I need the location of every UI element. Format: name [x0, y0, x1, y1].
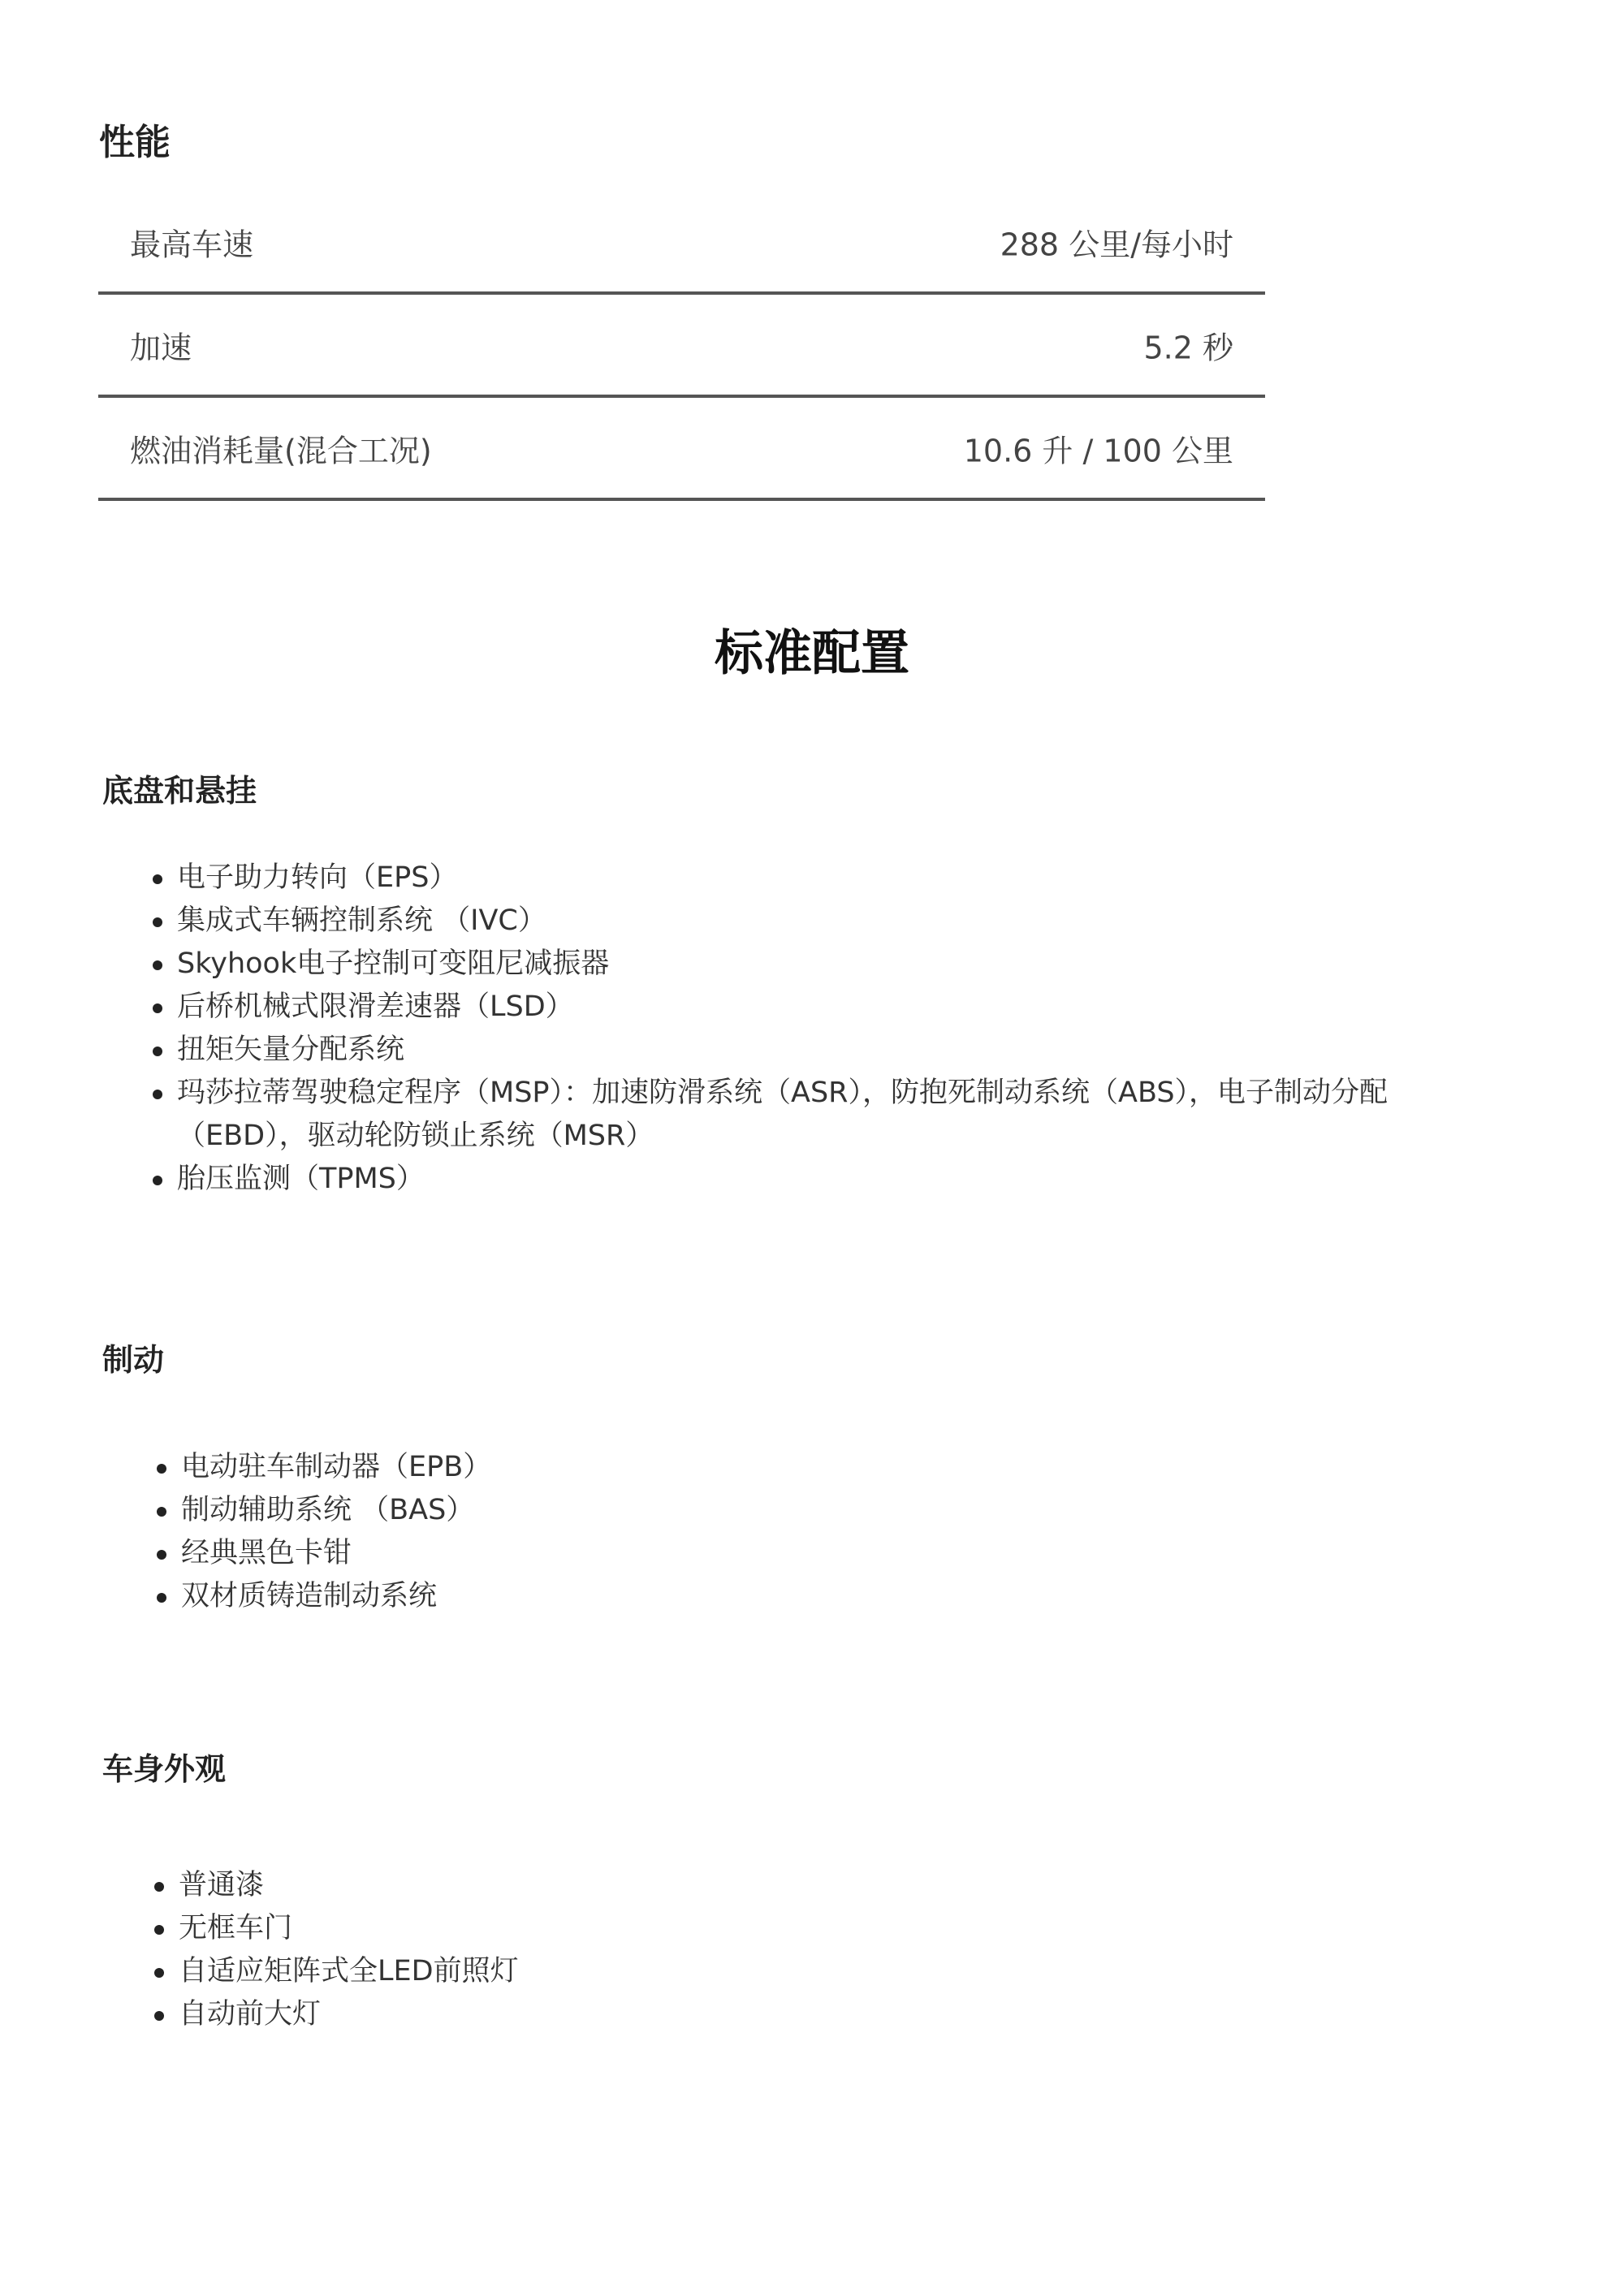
bullet-icon — [154, 1882, 164, 1892]
spec-row-acceleration — [98, 295, 1265, 398]
item-text: 自适应矩阵式全LED前照灯 — [179, 1955, 519, 1987]
list-item — [181, 1489, 1399, 1532]
section-heading-exterior: 车身外观 — [102, 1751, 227, 1787]
spec-row-top-speed — [98, 192, 1265, 295]
list-item — [179, 1950, 1397, 1993]
item-text: 制动辅助系统 （BAS） — [181, 1494, 475, 1526]
bullet-icon — [157, 1593, 166, 1603]
spec-value: 288 公里/每小时 — [1000, 227, 1233, 262]
item-text: 集成式车辆控制系统 （IVC） — [177, 904, 546, 937]
list-item — [179, 1907, 1397, 1950]
chassis-feature-list — [177, 857, 1411, 1201]
spec-value: 5.2 秒 — [1143, 330, 1233, 365]
spec-value: 10.6 升 / 100 公里 — [963, 433, 1233, 468]
bullet-icon — [153, 1047, 162, 1056]
bullet-icon — [154, 2011, 164, 2021]
bullet-icon — [153, 874, 162, 884]
bullet-icon — [154, 1925, 164, 1935]
bullet-icon — [153, 1090, 162, 1099]
performance-heading: 性能 — [99, 122, 171, 163]
list-item — [177, 943, 1411, 986]
item-text: 经典黑色卡钳 — [181, 1537, 352, 1569]
bullet-icon — [157, 1550, 166, 1560]
list-item — [177, 986, 1411, 1029]
list-item — [181, 1575, 1399, 1618]
item-text: 电动驻车制动器（EPB） — [181, 1451, 492, 1483]
item-text: 普通漆 — [179, 1869, 265, 1901]
bullet-icon — [154, 1968, 164, 1978]
spec-label: 最高车速 — [130, 227, 254, 262]
spec-label: 加速 — [130, 330, 192, 365]
list-item — [177, 1072, 1411, 1158]
item-text: 胎压监测（TPMS） — [177, 1163, 425, 1195]
standard-equipment-title: 标准配置 — [715, 625, 909, 682]
bullet-icon — [157, 1464, 166, 1474]
list-item — [179, 1864, 1397, 1907]
exterior-feature-list — [179, 1864, 1397, 2036]
section-heading-brakes: 制动 — [102, 1342, 165, 1378]
item-text: 后桥机械式限滑差速器（LSD） — [177, 990, 574, 1023]
brakes-feature-list — [181, 1446, 1399, 1618]
item-text: 无框车门 — [179, 1912, 293, 1944]
bullet-icon — [153, 960, 162, 970]
item-text: 扭矩矢量分配系统 — [177, 1034, 405, 1066]
bullet-icon — [153, 1003, 162, 1013]
spec-label: 燃油消耗量(混合工况) — [130, 433, 432, 468]
list-item — [181, 1532, 1399, 1575]
performance-spec-table — [98, 192, 1265, 501]
item-text: 双材质铸造制动系统 — [181, 1580, 438, 1612]
list-item — [177, 900, 1411, 943]
item-text: 玛莎拉蒂驾驶稳定程序（MSP）：加速防滑系统（ASR），防抱死制动系统（ABS），电子制动分配（EBD），驱动轮防锁止系统（MSR） — [177, 1077, 1389, 1152]
list-item — [181, 1446, 1399, 1489]
list-item — [177, 1029, 1411, 1072]
spec-row-fuel-consumption — [98, 398, 1265, 501]
bullet-icon — [153, 1176, 162, 1185]
list-item — [177, 1158, 1411, 1201]
section-heading-chassis: 底盘和悬挂 — [102, 773, 257, 809]
item-text: 电子助力转向（EPS） — [177, 861, 458, 894]
item-text: 自动前大灯 — [179, 1998, 322, 2031]
list-item — [177, 857, 1411, 900]
list-item — [179, 1993, 1397, 2036]
bullet-icon — [157, 1507, 166, 1517]
bullet-icon — [153, 917, 162, 927]
item-text: Skyhook电子控制可变阻尼减振器 — [177, 947, 610, 980]
